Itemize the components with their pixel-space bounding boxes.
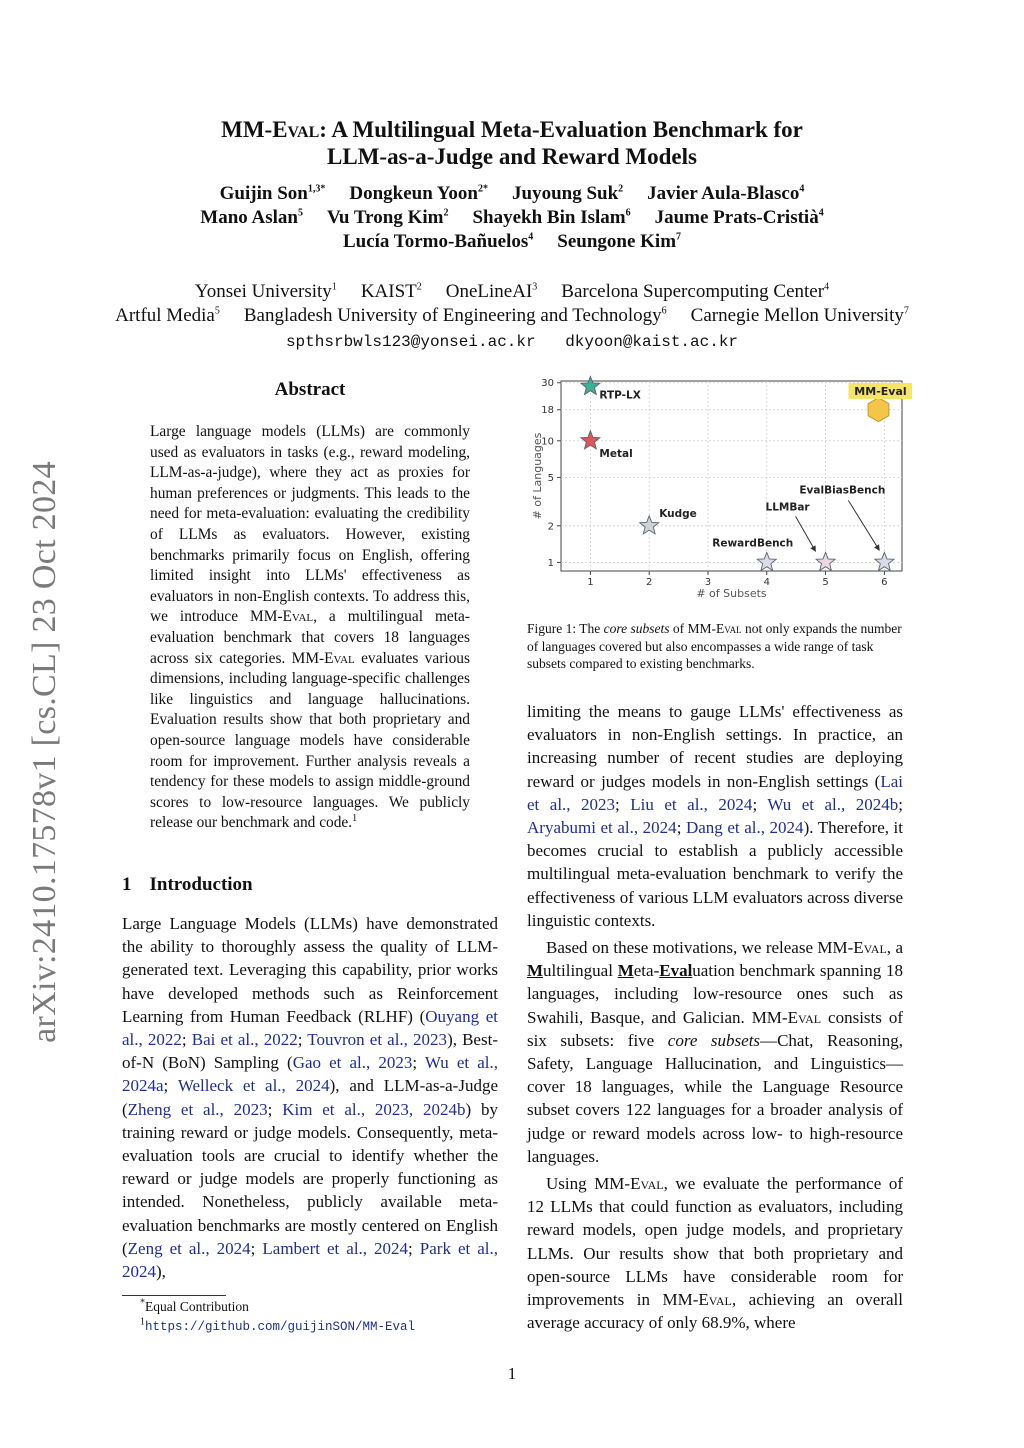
section-number: 1 [122,874,132,895]
author-name: Mano Aslan$^5$ [200,207,303,228]
abstract-body [150,422,470,834]
intro-paragraph-1: Large Language Models (LLMs) have demonstrated the ability to thoroughly assess the quality of LLM-generated text. Leveraging this capability, prior works have developed methods such as Reinforcement Learning from Human Feedback (RLHF) (Ouyang et al., 2022; Bai et al., 2022; Touvron et al., 2023), Best-of-N (BoN) Sampling (Gao et al., 2023; Wu et al., 2024a; Welleck et al., 2024), and LLM-as-a-Judge (Zheng et al., 2023; Kim et al., 2023, 2024b) by training reward or judge models. Consequently, meta-evaluation tools are crucial to identify whether the reward or judge models are properly functioning as intended. Nonetheless, publicly available meta-evaluation benchmarks are mostly centered on English (Zeng et al., 2024; Lambert et al., 2024; Park et al., 2024), [122,914,499,1282]
title-prefix: MM- [221,117,273,142]
title-line-2: LLM-as-a-Judge and Reward Models [327,144,697,169]
figure-1-caption [527,620,905,673]
title-line-1 [120,116,904,143]
caption-text: not only expands the number of languages covered but also encompasses a wide range of task subsets compared to existing benchmarks. [527,621,902,671]
citation-link[interactable]: Zheng et al., 2023 [127,1099,268,1119]
author-name-row [100,182,924,206]
citation-link[interactable]: Welleck et al., 2024 [177,1076,330,1096]
smallcaps-text: Eval [787,1007,822,1027]
superscript-mark: 5 [214,305,220,317]
footnote-mark: 1 [140,1316,145,1328]
affiliation-row [60,304,964,328]
superscript-mark: 3 [532,281,538,293]
superscript-mark: 2 [618,183,624,195]
superscript-mark: 6 [661,305,667,317]
abstract-smallcaps: Eval [282,608,314,626]
y-tick-label: 1 [547,557,554,569]
citation-link[interactable]: Wu et al., 2024a [122,1053,499,1096]
citation-link[interactable]: Lai et al., 2023 [527,771,903,814]
author-name-row [100,206,924,230]
superscript-mark: 7 [676,231,682,243]
superscript-mark: 6 [625,207,631,219]
superscript-mark: 1,3* [307,183,326,195]
citation-link[interactable]: Dang et al., 2024 [685,818,804,838]
citation-link[interactable]: Touvron et al., 2023 [307,1030,448,1050]
point-label-llmbar: LLMBar [765,501,810,514]
affiliation-row [60,280,964,304]
author-name: Shayekh Bin Islam$^6$ [472,207,631,228]
superscript-mark: 4 [799,183,805,195]
author-list [100,182,924,254]
title-smallcaps: Eval [272,117,320,142]
author-name: Juyoung Suk$^2$ [512,183,624,204]
x-tick-label: 5 [822,577,829,588]
point-label-evalbiasbench: EvalBiasBench [799,484,886,497]
point-label-metal: Metal [599,447,633,460]
caption-emphasis: core subsets [603,621,670,636]
smallcaps-text: Eval [698,1290,732,1310]
right-column-body [527,700,903,1338]
abstract-text: , a multilingual meta-evaluation benchmark that covers 18 languages across six categories. MM- [150,608,470,667]
citation-link[interactable]: Gao et al., 2023 [292,1053,413,1073]
author-name: Dongkeun Yoon$^{2*}$ [349,183,488,204]
abstract-text: evaluates various dimensions, including language-specific challenges like linguistics and language hallucinations. Evaluation results show that both proprietary and open-source language models have considerable room for improvement. Further analysis reveals a tendency for these models to assign middle-ground scores to low-resource languages. We publicly release our benchmark and code. [150,649,470,832]
smallcaps-text: Eval [853,938,887,958]
y-tick-label: 18 [541,405,554,417]
point-label-mm-eval: MM-Eval [854,385,907,398]
arxiv-sidebar [10,452,80,1052]
citation-link[interactable]: Bai et al., 2022 [191,1030,298,1050]
superscript-mark: 5 [297,207,303,219]
email-link[interactable]: spthsrbwls123@yonsei.ac.kr [285,333,536,351]
affiliation: Barcelona Supercomputing Center$^4$ [561,281,830,302]
affiliation: Carnegie Mellon University$^7$ [690,305,909,326]
caption-smallcaps: Eval [716,621,742,636]
affiliation: OneLineAI$^3$ [445,281,538,302]
intro-paragraph-4: Using MM-Eval, we evaluate the performance of 12 LLMs that could function as evaluators, including reward models, open judge models, and proprietary LLMs. Our results show that both proprietary and open-source LLMs have considerable room for improvements in MM-Eval, achieving an overall average accuracy of only 68.9%, where [527,1174,903,1333]
email-list [60,330,964,354]
abstract-text: Large language models (LLMs) are commonly used as evaluators in tasks (e.g., reward modeling, LLM-as-a-judge), where they act as proxies for human preferences or judgments. This leads to the need for meta-evaluation: evaluating the credibility of LLMs as evaluators. However, existing benchmarks primarily focus on English, offering limited insight into LLMs' effectiveness as evaluators in non-English contexts. To address this, we introduce MM- [150,423,470,626]
author-name: Lucía Tormo-Bañuelos$^4$ [342,231,534,252]
superscript-mark: 2 [443,207,449,219]
acronym-letter: Eval [659,961,693,981]
affiliation: Bangladesh University of Engineering and Technology$^6$ [243,305,667,326]
caption-text: The [576,621,604,636]
author-name: Javier Aula-Blasco$^4$ [647,183,805,204]
citation-link[interactable]: Lambert et al., 2024 [262,1238,409,1258]
section-heading-introduction [122,874,253,896]
y-tick-label: 10 [541,436,554,448]
footnote-rule [122,1295,226,1296]
arxiv-identifier: arXiv:2410.17578v1 [cs.CL] 23 Oct 2024 [26,461,63,1043]
affiliation: Artful Media$^5$ [115,305,220,326]
citation-link[interactable]: Wu et al., 2024b [767,794,899,814]
y-tick-label: 30 [541,378,554,390]
smallcaps-text: Eval [630,1174,664,1194]
email-link[interactable]: dkyoon@kaist.ac.kr [565,333,739,351]
page-number: 1 [507,1364,517,1383]
title-rest: : A Multilingual Meta-Evaluation Benchmark for [319,117,803,142]
footnote-equal-contribution [140,1297,415,1316]
affiliation: Yonsei University$^1$ [194,281,337,302]
x-tick-label: 2 [646,577,653,588]
citation-link[interactable]: Ouyang et al., 2022 [122,1006,499,1050]
footnote-mark: * [140,1297,145,1309]
author-name: Vu Trong Kim$^2$ [326,207,449,228]
citation-link[interactable]: Kim et al., 2023, 2024b [282,1099,466,1119]
superscript-mark: 1 [331,281,337,293]
superscript-mark: 4 [818,207,824,219]
superscript-mark: 4 [824,281,830,293]
caption-label: Figure 1: [527,621,577,636]
author-name: Seungone Kim$^7$ [557,231,682,252]
author-name: Guijin Son$^{1,3*}$ [219,183,326,204]
affiliation: KAIST$^2$ [360,281,422,302]
citation-link[interactable]: Park et al., 2024 [122,1238,498,1282]
figure-1-chart [527,375,912,605]
point-label-kudge: Kudge [659,507,697,520]
y-axis-label: # of Languages [531,432,544,520]
point-label-rtp-lx: RTP-LX [599,389,641,402]
x-tick-label: 6 [881,577,888,588]
footnotes [140,1297,415,1337]
github-link[interactable]: https://github.com/guijinSON/MM-Eval [145,1320,416,1334]
emphasis-text: core subsets [667,1030,761,1050]
citation-link[interactable]: Zeng et al., 2024 [127,1238,251,1258]
x-tick-label: 1 [587,577,594,588]
x-axis-label: # of Subsets [696,587,767,600]
x-tick-label: 4 [763,577,770,588]
abstract-heading: Abstract [274,379,346,400]
author-name: Jaume Prats-Cristià$^4$ [654,207,824,228]
author-name-row [100,230,924,254]
x-tick-label: 3 [704,577,712,588]
citation-link[interactable]: Aryabumi et al., 2024 [527,818,677,838]
acronym-letter: M [617,961,634,981]
superscript-mark: 2 [416,281,422,293]
section-title: Introduction [149,874,253,895]
affiliations [60,280,964,354]
citation-link[interactable]: Liu et al., 2024 [630,794,753,814]
abstract-smallcaps: Eval [324,649,355,667]
superscript-mark: 2* [478,183,488,195]
footnote-code-link [140,1316,415,1337]
acronym-letter: M [527,961,544,981]
point-label-rewardbench: RewardBench [712,537,794,550]
y-tick-label: 5 [547,472,554,484]
superscript-mark: 7 [903,305,909,317]
y-tick-label: 2 [547,521,554,533]
intro-paragraph-2: limiting the means to gauge LLMs' effectiveness as evaluators in non-English settings. In practice, an increasing number of recent studies are deploying reward or judges models in non-English settings (Lai et al., 2023; Liu et al., 2024; Wu et al., 2024b; Aryabumi et al., 2024; Dang et al., 2024). Therefore, it becomes crucial to establish a publicly accessible multilingual meta-evaluation benchmark to verify the effectiveness of various LLM evaluators across diverse linguistic contexts. [527,702,904,930]
paper-title [120,116,904,170]
caption-text: of MM- [669,621,716,636]
footnote-text: Equal Contribution [145,1299,249,1314]
footnote-mark[interactable]: 1 [352,813,358,825]
intro-paragraph-3: Based on these motivations, we release MM-Eval, a Multilingual Meta-Evaluation benchmark spanning 18 languages, including low-resource ones such as Swahili, Basque, and Galician. MM-Eval consists of six subsets: five core subsets—Chat, Reasoning, Safety, Language Hallucination, and Linguistics—cover 18 languages, while the Language Resource subset covers 122 languages for a broader analysis of judge or reward models across low- to high-resource languages. [527,938,904,1166]
superscript-mark: 4 [528,231,534,243]
